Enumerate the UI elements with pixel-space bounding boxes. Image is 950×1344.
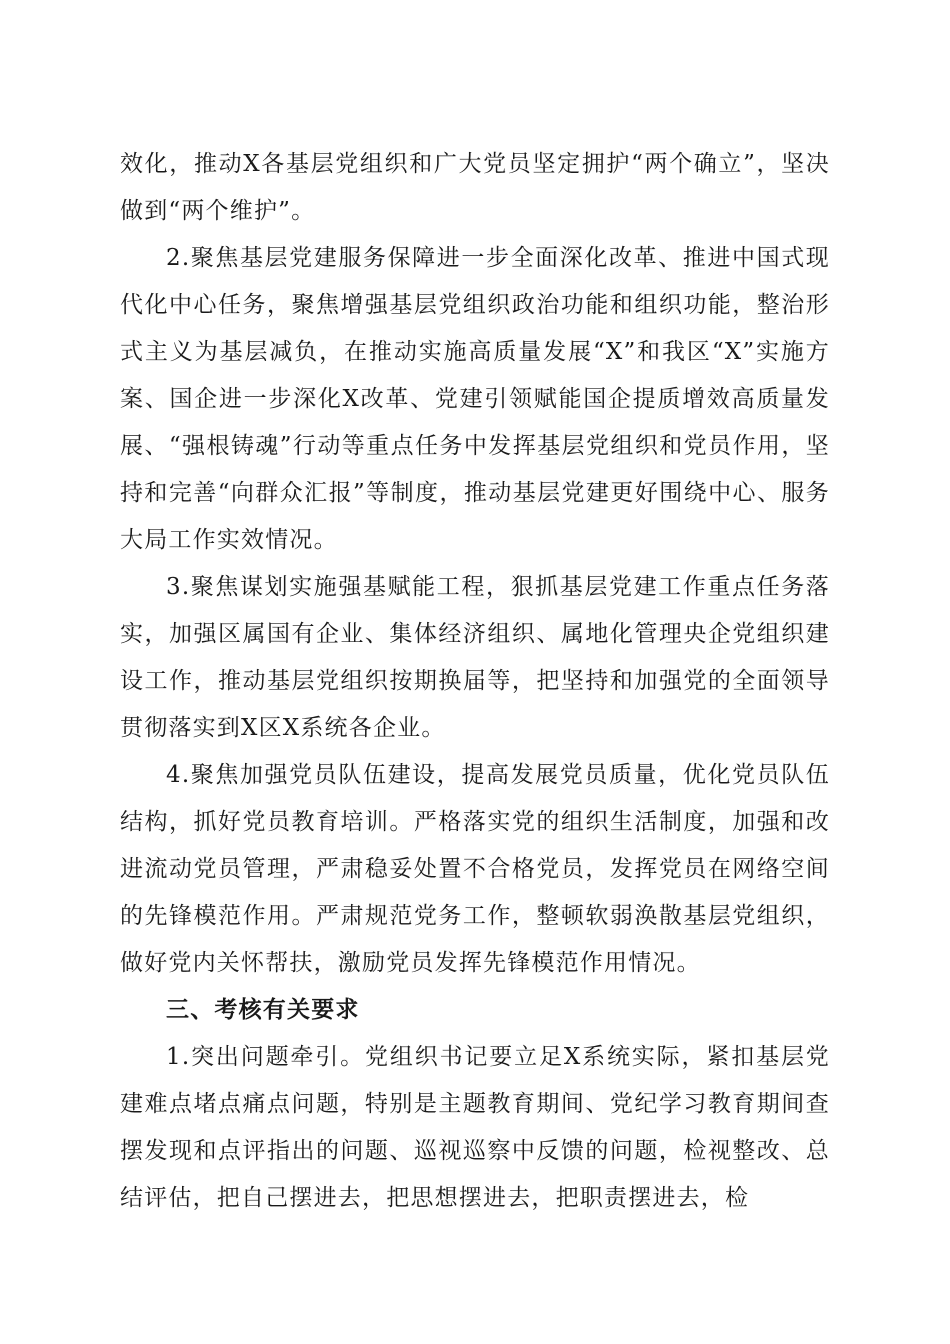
document-body bbox=[120, 141, 830, 1222]
paragraph-item-2: 2.聚焦基层党建服务保障进一步全面深化改革、推进中国式现代化中心任务，聚焦增强基层党组织政治功能和组织功能，整治形式主义为基层减负，在推动实施高质量发展“X”和我区“X”实施方案、国企进一步深化X改革、党建引领赋能国企提质增效高质量发展、“强根铸魂”行动等重点任务中发挥基层党组织和党员作用，坚持和完善“向群众汇报”等制度，推动基层党建更好围绕中心、服务大局工作实效情况。 bbox=[120, 245, 830, 553]
paragraph-continuation: 效化，推动X各基层党组织和广大党员坚定拥护“两个确立”，坚决做到“两个维护”。 bbox=[120, 151, 830, 224]
section-heading: 三、考核有关要求 bbox=[166, 997, 360, 1023]
section-paragraph-1: 1.突出问题牵引。党组织书记要立足X系统实际，紧扣基层党建难点堵点痛点问题，特别是主题教育期间、党纪学习教育期间查摆发现和点评指出的问题、巡视巡察中反馈的问题，检视整改、总结评估，把自己摆进去，把思想摆进去，把职责摆进去，检 bbox=[120, 1044, 830, 1211]
paragraph-item-3: 3.聚焦谋划实施强基赋能工程，狠抓基层党建工作重点任务落实，加强区属国有企业、集体经济组织、属地化管理央企党组织建设工作，推动基层党组织按期换届等，把坚持和加强党的全面领导贯彻落实到X区X系统各企业。 bbox=[120, 574, 830, 741]
paragraph-item-4: 4.聚焦加强党员队伍建设，提高发展党员质量，优化党员队伍结构，抓好党员教育培训。严格落实党的组织生活制度，加强和改进流动党员管理，严肃稳妥处置不合格党员，发挥党员在网络空间的先锋模范作用。严肃规范党务工作，整顿软弱涣散基层党组织，做好党内关怀帮扶，激励党员发挥先锋模范作用情况。 bbox=[120, 762, 830, 976]
